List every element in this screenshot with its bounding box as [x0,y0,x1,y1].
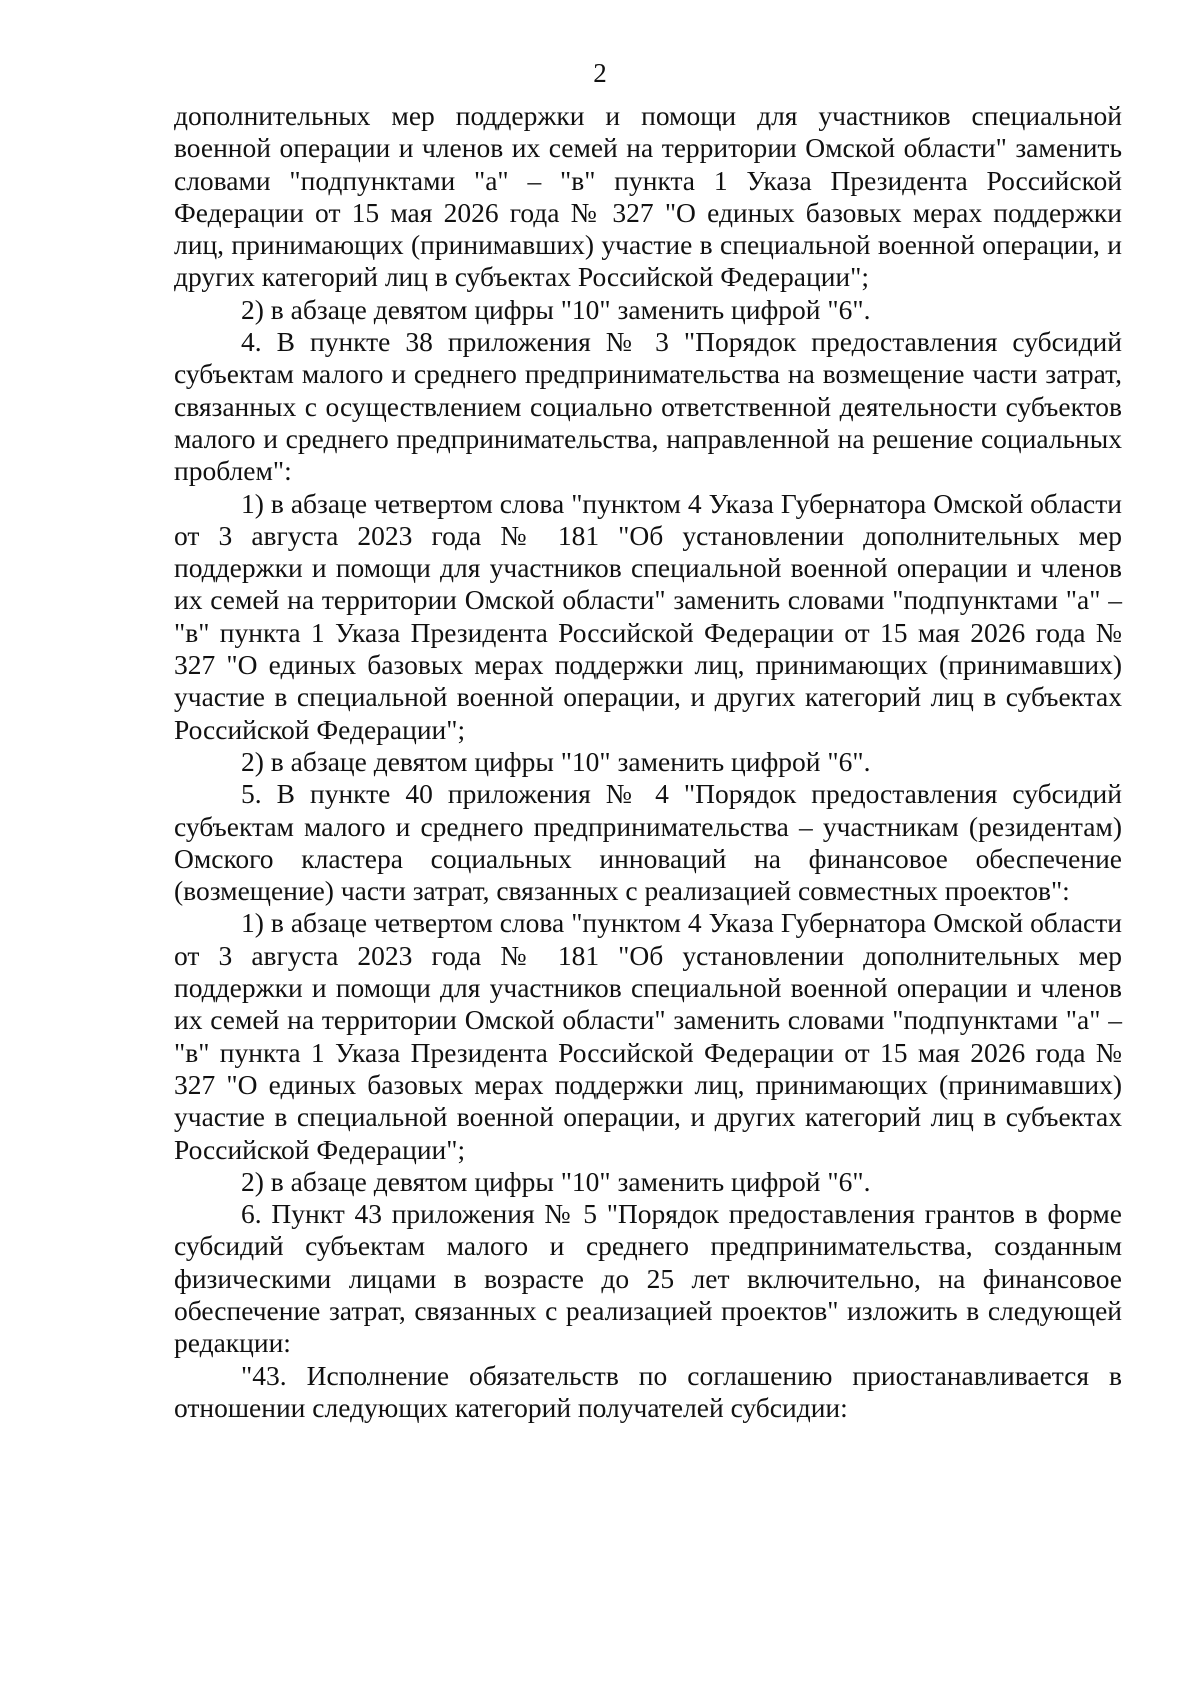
page-number: 2 [593,58,607,88]
paragraph-quoted-item-43: "43. Исполнение обязательств по соглашению приостанавливается в отношении следующих категорий получателей субсидии: [174,1359,1122,1423]
document-body [174,100,1122,1424]
paragraph-subitem: 1) в абзаце четвертом слова "пунктом 4 Указа Губернатора Омской области от 3 августа 2023 года № 181 "Об установлении дополнительных мер поддержки и помощи для участников специальной военной операции и членов их семей на территории Омской области" заменить словами "подпунктами "а" – "в" пункта 1 Указа Президента Российской Федерации от 15 мая 2026 года № 327 "О единых базовых мерах поддержки лиц, принимающих (принимавших) участие в специальной военной операции, и других категорий лиц в субъектах Российской Федерации"; [174,487,1122,745]
paragraph-continuation: дополнительных мер поддержки и помощи для участников специальной военной операции и членов их семей на территории Омской области" заменить словами "подпунктами "а" – "в" пункта 1 Указа Президента Российской Федерации от 15 мая 2026 года № 327 "О единых базовых мерах поддержки лиц, принимающих (принимавших) участие в специальной военной операции, и других категорий лиц в субъектах Российской Федерации"; [174,100,1122,293]
paragraph-item-6: 6. Пункт 43 приложения № 5 "Порядок предоставления грантов в форме субсидий субъектам малого и среднего предпринимательства, созданным физическими лицами в возрасте до 25 лет включительно, на финансовое обеспечение затрат, связанных с реализацией проектов" изложить в следующей редакции: [174,1198,1122,1359]
paragraph-item-5: 5. В пункте 40 приложения № 4 "Порядок предоставления субсидий субъектам малого и среднего предпринимательства – участникам (резидентам) Омского кластера социальных инноваций на финансовое обеспечение (возмещение) части затрат, связанных с реализацией совместных проектов": [174,778,1122,907]
paragraph-subitem: 2) в абзаце девятом цифры "10" заменить цифрой "6". [241,1165,871,1197]
paragraph-subitem: 2) в абзаце девятом цифры "10" заменить цифрой "6". [241,293,871,325]
paragraph-subitem: 2) в абзаце девятом цифры "10" заменить цифрой "6". [241,745,871,777]
paragraph-item-4: 4. В пункте 38 приложения № 3 "Порядок предоставления субсидий субъектам малого и среднего предпринимательства на возмещение части затрат, связанных с осуществлением социально ответственной деятельности субъектов малого и среднего предпринимательства, направленной на решение социальных проблем": [174,326,1122,487]
paragraph-subitem: 1) в абзаце четвертом слова "пунктом 4 Указа Губернатора Омской области от 3 августа 2023 года № 181 "Об установлении дополнительных мер поддержки и помощи для участников специальной военной операции и членов их семей на территории Омской области" заменить словами "подпунктами "а" – "в" пункта 1 Указа Президента Российской Федерации от 15 мая 2026 года № 327 "О единых базовых мерах поддержки лиц, принимающих (принимавших) участие в специальной военной операции, и других категорий лиц в субъектах Российской Федерации"; [174,907,1122,1165]
